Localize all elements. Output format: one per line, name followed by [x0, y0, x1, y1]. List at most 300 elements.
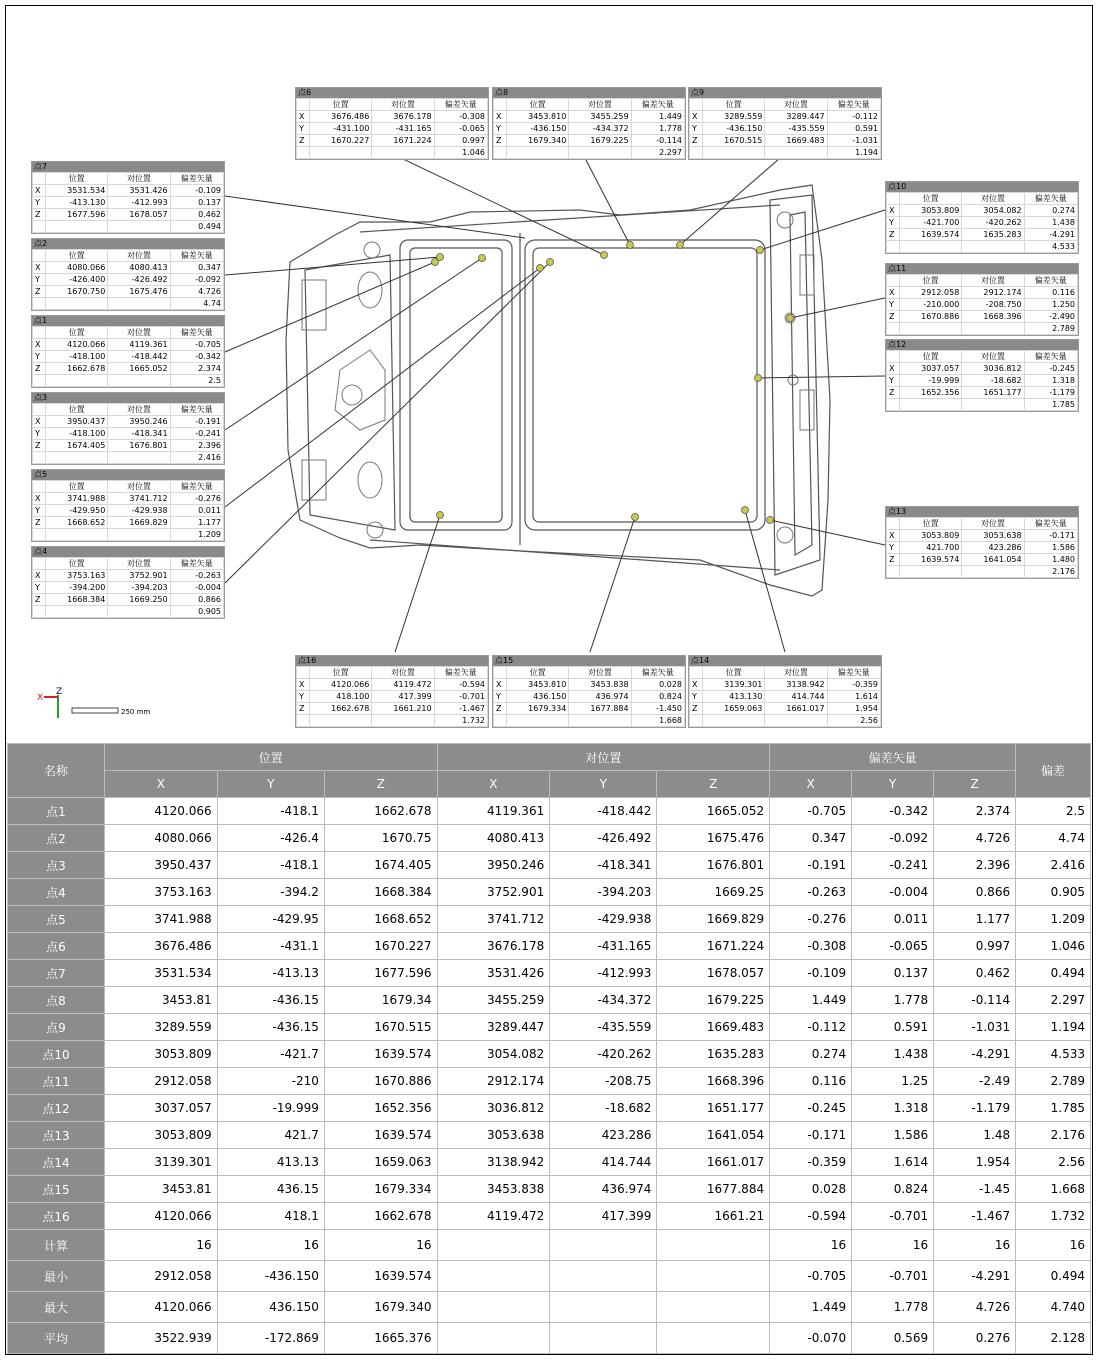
callout-cell: -0.065: [434, 123, 487, 135]
callout-cell: X: [887, 530, 900, 542]
table-cell: 2.56: [1016, 1149, 1091, 1176]
callout-cell: -431.165: [372, 123, 434, 135]
callout-cell: 423.286: [962, 542, 1024, 554]
table-cell: 3741.988: [105, 906, 218, 933]
table-cell: 1679.34: [324, 987, 437, 1014]
callout-point-13: [885, 506, 1079, 579]
callout-cell: -429.950: [46, 505, 108, 517]
table-row: [8, 960, 1091, 987]
callout-cell: Z: [887, 387, 900, 399]
callout-cell: -0.701: [434, 691, 487, 703]
table-cell: 1.177: [934, 906, 1016, 933]
table-cell: 1652.356: [324, 1095, 437, 1122]
callout-total: 4.74: [170, 298, 223, 310]
table-cell: 3522.939: [105, 1323, 218, 1354]
row-label: 点2: [8, 825, 105, 852]
table-cell: 1.318: [852, 1095, 934, 1122]
table-cell: -0.191: [770, 852, 852, 879]
deviation-table: [7, 743, 1091, 1354]
callout-col-ref: 对位置: [372, 667, 434, 679]
table-row: [8, 987, 1091, 1014]
table-cell: 1659.063: [324, 1149, 437, 1176]
callout-cell: -0.594: [434, 679, 487, 691]
axis-z-label: Z: [56, 687, 63, 697]
callout-cell: -0.263: [170, 570, 223, 582]
table-row: [8, 798, 1091, 825]
callout-cell: 1670.515: [703, 135, 765, 147]
header-name: 名称: [8, 744, 105, 798]
callout-cell: X: [887, 363, 900, 375]
callout-col-pos: 位置: [310, 667, 372, 679]
table-cell: [657, 1323, 770, 1354]
table-cell: 1.449: [770, 987, 852, 1014]
callout-total: 1.046: [434, 147, 487, 159]
table-cell: -4.291: [934, 1261, 1016, 1292]
table-cell: -420.262: [550, 1041, 657, 1068]
leader-lines: [225, 148, 885, 652]
table-cell: -418.1: [217, 798, 324, 825]
callout-col-dev: 偏差矢量: [434, 99, 487, 111]
callout-cell: Y: [690, 691, 703, 703]
callout-title: 点3: [32, 393, 224, 403]
callout-cell: Y: [33, 274, 46, 286]
row-label: 点12: [8, 1095, 105, 1122]
callout-point-6: [295, 87, 489, 160]
callout-cell: 3453.810: [507, 111, 569, 123]
table-cell: -2.49: [934, 1068, 1016, 1095]
table-cell: 3053.809: [105, 1122, 218, 1149]
table-cell: 3053.809: [105, 1041, 218, 1068]
callout-col-dev: 偏差矢量: [827, 667, 880, 679]
callout-title: 点10: [886, 182, 1078, 192]
roof-outline: [286, 185, 830, 596]
callout-cell: -436.150: [703, 123, 765, 135]
row-label: 点8: [8, 987, 105, 1014]
table-cell: 1635.283: [657, 1041, 770, 1068]
callout-col-pos: 位置: [46, 404, 108, 416]
callout-cell: 418.100: [310, 691, 372, 703]
callout-cell: Y: [690, 123, 703, 135]
stats-row: [8, 1292, 1091, 1323]
table-cell: 2.176: [1016, 1122, 1091, 1149]
callout-total: 1.209: [170, 529, 223, 541]
callout-col-ref: 对位置: [569, 99, 631, 111]
callout-cell: 1.778: [631, 123, 684, 135]
callout-title: 点4: [32, 547, 224, 557]
table-cell: -0.065: [852, 933, 934, 960]
table-cell: 2.416: [1016, 852, 1091, 879]
table-cell: [550, 1230, 657, 1261]
table-cell: 3139.301: [105, 1149, 218, 1176]
table-cell: 3752.901: [437, 879, 550, 906]
row-label: 点5: [8, 906, 105, 933]
table-cell: 4080.413: [437, 825, 550, 852]
callout-col-pos: 位置: [310, 99, 372, 111]
table-cell: 4.726: [934, 1292, 1016, 1323]
callout-cell: -426.400: [46, 274, 108, 286]
table-cell: 1679.334: [324, 1176, 437, 1203]
callout-cell: 0.011: [170, 505, 223, 517]
table-cell: -1.031: [934, 1014, 1016, 1041]
table-cell: [550, 1323, 657, 1354]
table-cell: -0.004: [852, 879, 934, 906]
callout-cell: 3053.809: [900, 530, 962, 542]
table-cell: 1670.75: [324, 825, 437, 852]
table-cell: -0.114: [934, 987, 1016, 1014]
callout-cell: -0.109: [170, 185, 223, 197]
table-cell: 436.150: [217, 1292, 324, 1323]
table-cell: 3453.838: [437, 1176, 550, 1203]
table-cell: 3753.163: [105, 879, 218, 906]
table-row: [8, 1095, 1091, 1122]
table-row: [8, 1203, 1091, 1230]
callout-title: 点11: [886, 264, 1078, 274]
callout-cell: Y: [33, 351, 46, 363]
callout-total: 2.297: [631, 147, 684, 159]
table-cell: 1665.376: [324, 1323, 437, 1354]
callout-title: 点16: [296, 656, 488, 666]
callout-cell: 3053.638: [962, 530, 1024, 542]
callout-col-pos: 位置: [46, 327, 108, 339]
table-cell: 1669.25: [657, 879, 770, 906]
callout-cell: -413.130: [46, 197, 108, 209]
callout-col-ref: 对位置: [569, 667, 631, 679]
callout-cell: 3741.712: [108, 493, 170, 505]
callout-col-dev: 偏差矢量: [170, 404, 223, 416]
table-cell: -1.467: [934, 1203, 1016, 1230]
callout-total: 2.416: [170, 452, 223, 464]
callout-cell: 1669.250: [108, 594, 170, 606]
callout-cell: -394.203: [108, 582, 170, 594]
table-cell: 418.1: [217, 1203, 324, 1230]
table-cell: 1669.483: [657, 1014, 770, 1041]
table-cell: -19.999: [217, 1095, 324, 1122]
callout-col-ref: 对位置: [765, 99, 827, 111]
table-cell: 3054.082: [437, 1041, 550, 1068]
table-cell: 2.128: [1016, 1323, 1091, 1354]
callout-cell: Z: [33, 209, 46, 221]
callout-cell: Y: [494, 123, 507, 135]
callout-cell: X: [690, 111, 703, 123]
axis-x-label: X: [37, 693, 44, 703]
callout-cell: 3455.259: [569, 111, 631, 123]
callout-cell: 3752.901: [108, 570, 170, 582]
callout-cell: X: [33, 262, 46, 274]
marker-p5: [537, 265, 544, 272]
callout-cell: 0.591: [827, 123, 880, 135]
callout-col-pos: 位置: [46, 250, 108, 262]
table-cell: -0.241: [852, 852, 934, 879]
callout-cell: X: [297, 679, 310, 691]
callout-col-dev: 偏差矢量: [631, 667, 684, 679]
table-cell: -431.1: [217, 933, 324, 960]
table-cell: 4.74: [1016, 825, 1091, 852]
callout-cell: -4.291: [1024, 229, 1077, 241]
front-frame-inner: [410, 248, 502, 522]
callout-cell: 1651.177: [962, 387, 1024, 399]
callout-cell: 421.700: [900, 542, 962, 554]
callout-cell: Y: [887, 299, 900, 311]
callout-cell: Y: [887, 542, 900, 554]
callout-cell: 1670.227: [310, 135, 372, 147]
callout-total: 1.785: [1024, 399, 1077, 411]
callout-cell: 1.480: [1024, 554, 1077, 566]
callout-point-14: [688, 655, 882, 728]
callout-cell: 4.726: [170, 286, 223, 298]
table-cell: 4.740: [1016, 1292, 1091, 1323]
table-cell: 1674.405: [324, 852, 437, 879]
callout-cell: 3531.534: [46, 185, 108, 197]
callout-cell: -0.359: [827, 679, 880, 691]
table-cell: 1665.052: [657, 798, 770, 825]
table-cell: 0.276: [934, 1323, 1016, 1354]
table-cell: 1.668: [1016, 1176, 1091, 1203]
marker-p4: [547, 259, 554, 266]
callout-cell: -418.100: [46, 428, 108, 440]
callout-cell: Z: [690, 135, 703, 147]
callout-cell: Y: [297, 123, 310, 135]
table-cell: -0.705: [770, 1261, 852, 1292]
callout-col-ref: 对位置: [962, 518, 1024, 530]
callout-total: 2.176: [1024, 566, 1077, 578]
callout-cell: 0.997: [434, 135, 487, 147]
callout-cell: -0.114: [631, 135, 684, 147]
callout-cell: 3138.942: [765, 679, 827, 691]
row-label: 点6: [8, 933, 105, 960]
table-cell: 2912.174: [437, 1068, 550, 1095]
callout-cell: X: [33, 493, 46, 505]
callout-cell: 436.974: [569, 691, 631, 703]
callout-cell: Z: [494, 135, 507, 147]
table-cell: 1678.057: [657, 960, 770, 987]
callout-cell: 3531.426: [108, 185, 170, 197]
table-cell: 3453.81: [105, 987, 218, 1014]
callout-cell: 1.177: [170, 517, 223, 529]
table-cell: 16: [852, 1230, 934, 1261]
row-label: 计算: [8, 1230, 105, 1261]
callout-point-10: [885, 181, 1079, 254]
callout-cell: 4080.066: [46, 262, 108, 274]
table-cell: 1677.884: [657, 1176, 770, 1203]
callout-cell: Y: [33, 428, 46, 440]
table-cell: -394.203: [550, 879, 657, 906]
table-cell: -418.1: [217, 852, 324, 879]
header-pos-y: Y: [217, 771, 324, 798]
table-row: [8, 1041, 1091, 1068]
callout-cell: 436.150: [507, 691, 569, 703]
table-cell: 1.046: [1016, 933, 1091, 960]
callout-cell: Z: [33, 286, 46, 298]
table-cell: 1.25: [852, 1068, 934, 1095]
table-cell: 1670.227: [324, 933, 437, 960]
table-row: [8, 1122, 1091, 1149]
table-cell: 1668.396: [657, 1068, 770, 1095]
table-cell: -436.15: [217, 987, 324, 1014]
front-frame: [400, 240, 512, 530]
callout-cell: 1.449: [631, 111, 684, 123]
callout-col-dev: 偏差矢量: [170, 481, 223, 493]
table-cell: -0.109: [770, 960, 852, 987]
measure-points: [432, 242, 794, 524]
table-cell: [657, 1230, 770, 1261]
row-label: 点7: [8, 960, 105, 987]
callout-cell: 0.347: [170, 262, 223, 274]
callout-col-pos: 位置: [46, 481, 108, 493]
table-cell: 1662.678: [324, 1203, 437, 1230]
callout-col-pos: 位置: [703, 667, 765, 679]
callout-col-ref: 对位置: [108, 173, 170, 185]
header-pos-z: Z: [324, 771, 437, 798]
table-cell: -0.245: [770, 1095, 852, 1122]
table-cell: 4119.361: [437, 798, 550, 825]
callout-cell: X: [33, 570, 46, 582]
callout-cell: -394.200: [46, 582, 108, 594]
table-cell: 3950.437: [105, 852, 218, 879]
callout-cell: 3053.809: [900, 205, 962, 217]
callout-cell: 1635.283: [962, 229, 1024, 241]
table-cell: 1.732: [1016, 1203, 1091, 1230]
callout-total: 2.789: [1024, 323, 1077, 335]
table-cell: 1661.21: [657, 1203, 770, 1230]
callout-cell: Z: [33, 594, 46, 606]
callout-cell: -431.100: [310, 123, 372, 135]
callout-cell: 1662.678: [46, 363, 108, 375]
callout-col-ref: 对位置: [108, 250, 170, 262]
table-cell: 1.778: [852, 1292, 934, 1323]
table-cell: -0.276: [770, 906, 852, 933]
header-ref-z: Z: [657, 771, 770, 798]
callout-cell: 1678.057: [108, 209, 170, 221]
table-cell: 1668.384: [324, 879, 437, 906]
callout-col-dev: 偏差矢量: [170, 173, 223, 185]
axis-triad: [37, 687, 150, 718]
callout-cell: 1677.884: [569, 703, 631, 715]
callout-col-pos: 位置: [900, 193, 962, 205]
table-cell: 1639.574: [324, 1261, 437, 1292]
table-cell: -0.171: [770, 1122, 852, 1149]
callout-col-ref: 对位置: [765, 667, 827, 679]
table-cell: -1.179: [934, 1095, 1016, 1122]
table-cell: -0.092: [852, 825, 934, 852]
callout-cell: 3054.082: [962, 205, 1024, 217]
callout-cell: 3676.486: [310, 111, 372, 123]
table-cell: [437, 1323, 550, 1354]
table-cell: 2912.058: [105, 1261, 218, 1292]
callout-title: 点6: [296, 88, 488, 98]
scale-label: 250 mm: [121, 708, 151, 716]
table-cell: 0.494: [1016, 960, 1091, 987]
callout-title: 点12: [886, 340, 1078, 350]
callout-cell: -412.993: [108, 197, 170, 209]
row-label: 点10: [8, 1041, 105, 1068]
table-cell: 1639.574: [324, 1122, 437, 1149]
callout-cell: 1669.829: [108, 517, 170, 529]
table-cell: 3138.942: [437, 1149, 550, 1176]
callout-cell: 3036.812: [962, 363, 1024, 375]
callout-cell: 1641.054: [962, 554, 1024, 566]
table-row: [8, 852, 1091, 879]
callout-cell: X: [33, 185, 46, 197]
callout-point-5: [31, 469, 225, 542]
callout-cell: Y: [33, 582, 46, 594]
table-cell: 0.116: [770, 1068, 852, 1095]
callout-cell: 0.824: [631, 691, 684, 703]
callout-cell: Z: [33, 517, 46, 529]
table-cell: -413.13: [217, 960, 324, 987]
callout-col-ref: 对位置: [108, 404, 170, 416]
callout-cell: 1662.678: [310, 703, 372, 715]
table-cell: [437, 1261, 550, 1292]
header-reference: 对位置: [437, 744, 770, 771]
marker-p12: [755, 375, 762, 382]
callout-cell: 1639.574: [900, 229, 962, 241]
callout-cell: 1.614: [827, 691, 880, 703]
table-cell: 2.5: [1016, 798, 1091, 825]
table-cell: -412.993: [550, 960, 657, 987]
callout-point-15: [492, 655, 686, 728]
marker-p3: [479, 255, 486, 262]
table-cell: 2.789: [1016, 1068, 1091, 1095]
table-cell: -0.308: [770, 933, 852, 960]
table-cell: 3676.486: [105, 933, 218, 960]
table-cell: 16: [217, 1230, 324, 1261]
table-cell: 1662.678: [324, 798, 437, 825]
callout-cell: X: [33, 339, 46, 351]
callout-col-dev: 偏差矢量: [170, 558, 223, 570]
callout-point-3: [31, 392, 225, 465]
callout-cell: 1659.063: [703, 703, 765, 715]
callout-point-9: [688, 87, 882, 160]
table-cell: 3037.057: [105, 1095, 218, 1122]
table-cell: -436.150: [217, 1261, 324, 1292]
table-row: [8, 1014, 1091, 1041]
callout-cell: 1679.225: [569, 135, 631, 147]
callout-cell: 0.028: [631, 679, 684, 691]
table-cell: 0.011: [852, 906, 934, 933]
table-cell: [550, 1292, 657, 1323]
callout-cell: 0.274: [1024, 205, 1077, 217]
callout-cell: -208.750: [962, 299, 1024, 311]
table-cell: 436.15: [217, 1176, 324, 1203]
callout-cell: Z: [33, 440, 46, 452]
callout-cell: 4120.066: [310, 679, 372, 691]
callout-cell: -0.004: [170, 582, 223, 594]
table-cell: 1.586: [852, 1122, 934, 1149]
callout-cell: -1.031: [827, 135, 880, 147]
callout-col-dev: 偏差矢量: [827, 99, 880, 111]
table-cell: -0.594: [770, 1203, 852, 1230]
table-cell: 1.48: [934, 1122, 1016, 1149]
table-cell: 16: [324, 1230, 437, 1261]
table-cell: -431.165: [550, 933, 657, 960]
callout-title: 点15: [493, 656, 685, 666]
callout-title: 点5: [32, 470, 224, 480]
table-cell: 0.494: [1016, 1261, 1091, 1292]
callout-cell: -2.490: [1024, 311, 1077, 323]
callout-cell: 1679.340: [507, 135, 569, 147]
callout-cell: 1639.574: [900, 554, 962, 566]
table-row: [8, 906, 1091, 933]
table-cell: 0.347: [770, 825, 852, 852]
table-cell: 16: [770, 1230, 852, 1261]
callout-cell: 1652.356: [900, 387, 962, 399]
callout-cell: X: [690, 679, 703, 691]
table-cell: 0.824: [852, 1176, 934, 1203]
callout-cell: Z: [33, 363, 46, 375]
table-cell: 0.866: [934, 879, 1016, 906]
callout-cell: 1665.052: [108, 363, 170, 375]
table-cell: 16: [105, 1230, 218, 1261]
